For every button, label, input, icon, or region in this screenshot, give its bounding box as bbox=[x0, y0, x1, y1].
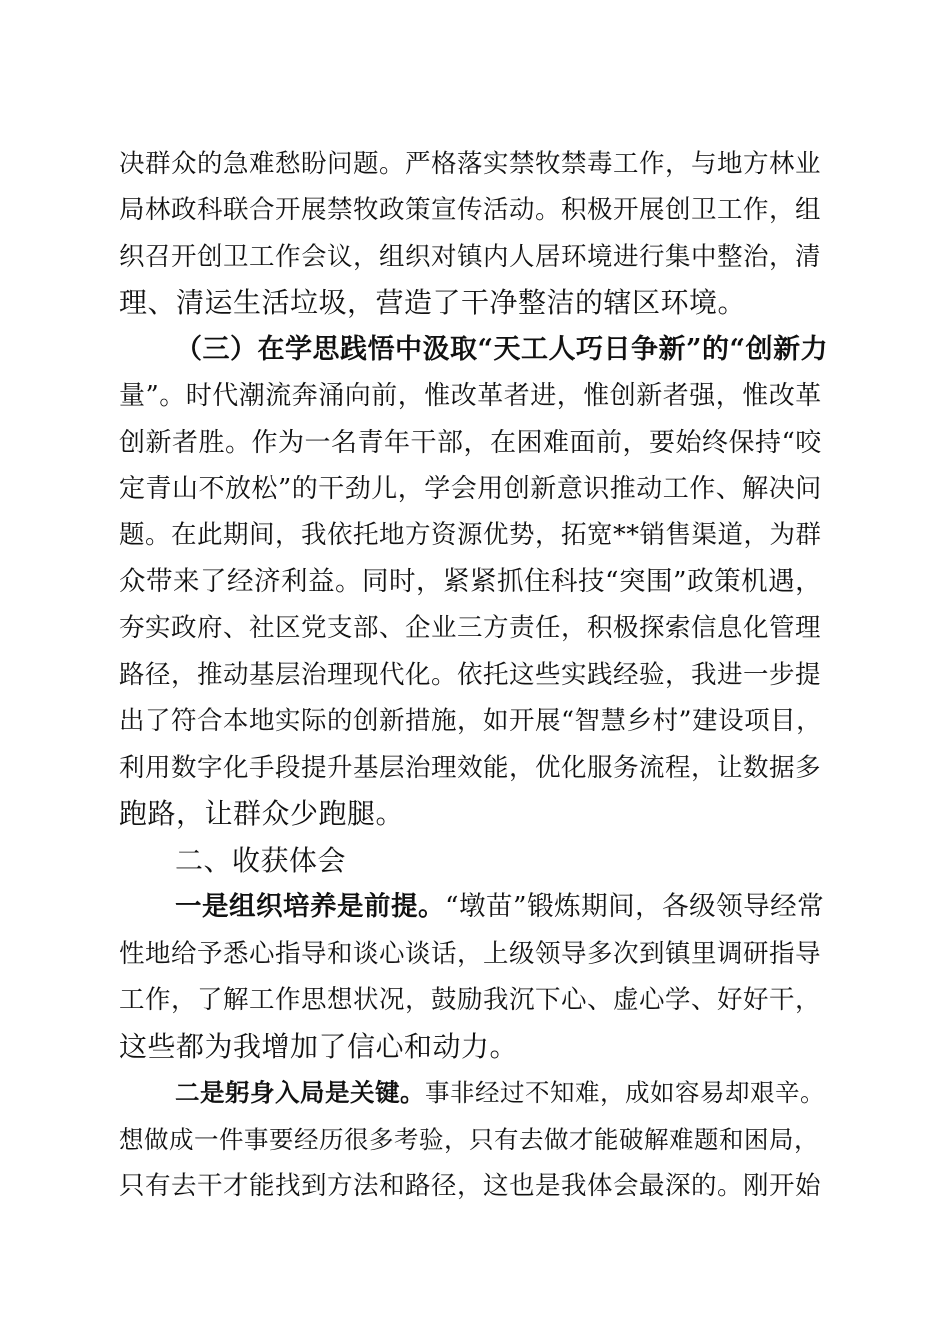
body-text-line: 夯实政府、社区党支部、企业三方责任，积极探索信息化管理 bbox=[119, 613, 822, 643]
body-text-line: 定青山不放松”的干劲儿，学会用创新意识推动工作、解决问 bbox=[119, 474, 822, 504]
body-text-line: 想做成一件事要经历很多考验，只有去做才能破解难题和困局， bbox=[119, 1125, 819, 1154]
body-text-line: 众带来了经济利益。同时，紧紧抓住科技“突围”政策机遇， bbox=[119, 566, 823, 597]
body-text-line: 题。在此期间，我依托地方资源优势，拓宽**销售渠道，为群 bbox=[119, 520, 822, 550]
point-text: “墩苗”锻炼期间，各级领导经常 bbox=[445, 891, 825, 922]
body-text-line: 性地给予悉心指导和谈心谈话，上级领导多次到镇里调研指导 bbox=[119, 939, 822, 969]
point-lead-2: 二是躬身入局是关键。 bbox=[175, 1078, 425, 1107]
body-text-line: 量”。时代潮流奔涌向前，惟改革者进，惟创新者强，惟改革 bbox=[119, 381, 822, 411]
body-text-line: 只有去干才能找到方法和路径，这也是我体会最深的。刚开始 bbox=[119, 1171, 822, 1201]
section-heading: 二、收获体会 bbox=[175, 844, 347, 877]
body-text-line: 理、清运生活垃圾，营造了干净整洁的辖区环境。 bbox=[119, 286, 747, 319]
body-text-line bbox=[175, 887, 831, 927]
body-text-line: 利用数字化手段提升基层治理效能，优化服务流程，让数据多 bbox=[119, 753, 822, 783]
body-text-line bbox=[175, 1073, 831, 1113]
body-text-line: 出了符合本地实际的创新措施，如开展“智慧乡村”建设项目， bbox=[119, 706, 823, 736]
body-text-line: 跑路，让群众少跑腿。 bbox=[119, 797, 405, 830]
body-text-line: 织召开创卫工作会议，组织对镇内人居环境进行集中整治，清 bbox=[119, 242, 822, 272]
body-text-line: 这些都为我增加了信心和动力。 bbox=[119, 1030, 519, 1063]
point-lead-1: 一是组织培养是前提。 bbox=[175, 891, 445, 922]
body-text-line: 决群众的急难愁盼问题。严格落实禁牧禁毒工作，与地方林业 bbox=[119, 149, 822, 179]
body-text-line: 路径，推动基层治理现代化。依托这些实践经验，我进一步提 bbox=[119, 660, 822, 690]
subsection-heading: （三）在学思践悟中汲取“天工人巧日争新”的“创新力 bbox=[175, 334, 829, 365]
body-text-line: 创新者胜。作为一名青年干部，在困难面前，要始终保持“咬 bbox=[119, 428, 822, 458]
body-text-line: 局林政科联合开展禁牧政策宣传活动。积极开展创卫工作，组 bbox=[119, 195, 822, 225]
point-text: 事非经过不知难，成如容易却艰辛。 bbox=[425, 1078, 825, 1107]
body-text-line: 工作，了解工作思想状况，鼓励我沉下心、虚心学、好好干， bbox=[119, 985, 822, 1015]
